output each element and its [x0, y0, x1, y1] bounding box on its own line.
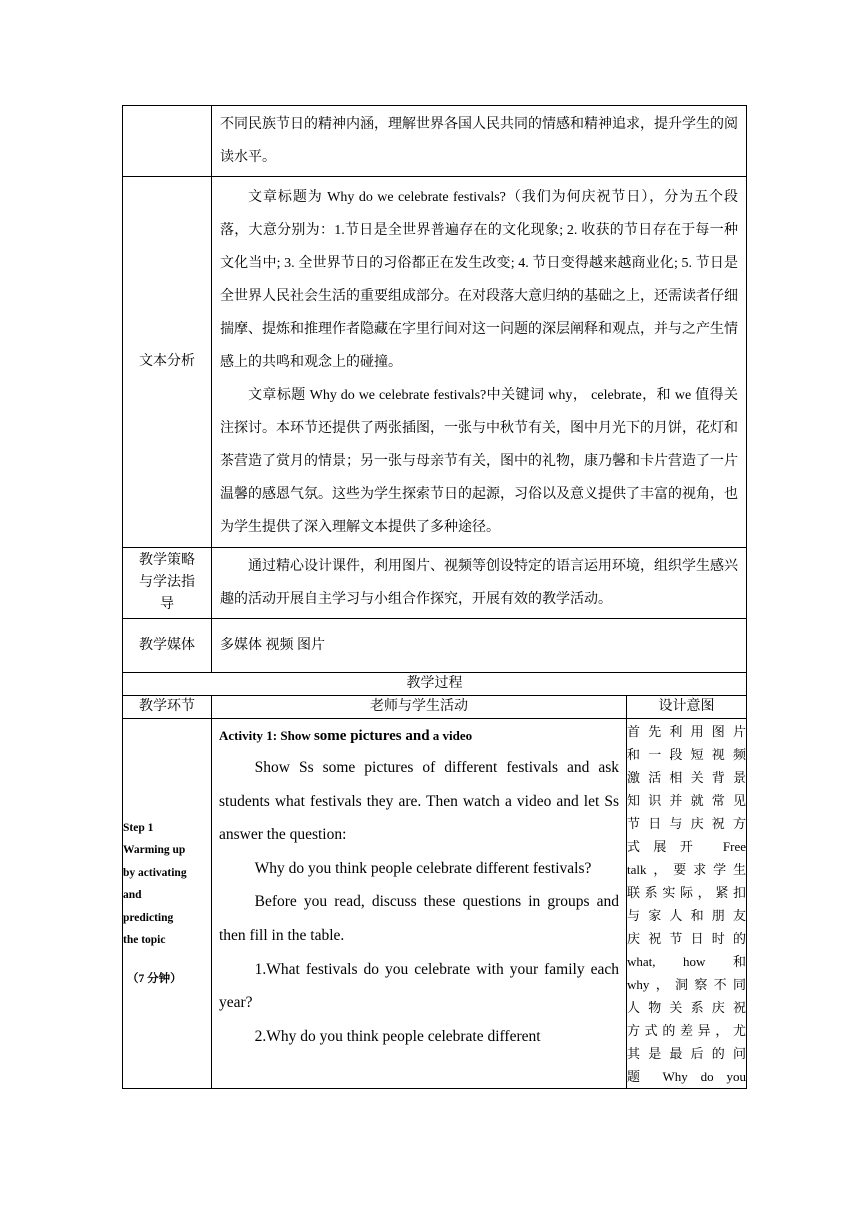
intent-line: 其是最后的问	[627, 1045, 746, 1061]
step1-line2: Warming up	[123, 844, 186, 857]
process-title-row	[123, 673, 747, 696]
media-cell	[212, 619, 747, 673]
intro-label-cell	[123, 106, 212, 177]
strategy-label-line1: 教学策略	[139, 553, 195, 568]
step1-line6: the topic	[123, 934, 166, 947]
step1-time: （7 分钟）	[127, 972, 182, 985]
activity1-title-c: a video	[429, 728, 473, 743]
text-analysis-row	[123, 177, 747, 548]
intent-line: 方式的差异，尤	[627, 1022, 746, 1038]
intent-line: 人物关系庆祝	[627, 999, 746, 1015]
process-title: 教学过程	[123, 673, 747, 696]
intent-line: 与家人和朋友	[627, 907, 746, 923]
header-step: 教学环节	[123, 696, 212, 719]
intent-line: why，洞察不同	[627, 976, 746, 992]
activity1-p4: 1.What festivals do you celebrate with your family each year?	[219, 960, 619, 1012]
media-row	[123, 619, 747, 673]
strategy-label-line2: 与学法指	[139, 575, 195, 590]
intent-line: 节日与庆祝方	[627, 815, 746, 831]
intent-line: 知识并就常见	[627, 792, 746, 808]
strategy-text: 通过精心设计课件，利用图片、视频等创设特定的语言运用环境，组织学生感兴趣的活动开展自主学习与小组合作探究，开展有效的教学活动。	[220, 559, 738, 607]
intro-row	[123, 106, 747, 177]
lesson-plan-table	[122, 105, 747, 1089]
text-analysis-cell	[212, 177, 747, 548]
activity1-p3: Before you read, discuss these questions in groups and then fill in the table.	[219, 893, 619, 944]
step1-line4: and	[123, 889, 142, 902]
step1-activity-content	[212, 719, 626, 1080]
activity1-title-b: some pictures and	[313, 728, 430, 744]
intent-line: 庆祝节日时的	[627, 930, 746, 946]
header-intent: 设计意图	[627, 696, 747, 719]
intro-text-cell	[212, 106, 747, 177]
intent-line: what, how 和	[627, 953, 746, 969]
activity1-p5: 2.Why do you think people celebrate different	[254, 1027, 541, 1045]
step1-activity-cell	[212, 719, 627, 1089]
step1-line1: Step 1	[123, 821, 154, 834]
intent-line: 题 Why do you	[627, 1068, 746, 1084]
activity1-p2: Why do you think people celebrate different festivals?	[254, 859, 592, 877]
media-text: 多媒体 视频 图片	[220, 638, 325, 653]
text-analysis-label: 文本分析	[123, 177, 212, 548]
text-analysis-para1: 文章标题为 Why do we celebrate festivals?（我们为何庆祝节日），分为五个段落，大意分别为：1.节日是全世界普遍存在的文化现象; 2. 收获的节日存在于每一种文化当中; 3. 全世界节日的习俗都正在发生改变; 4. 节日变得越来越商业化; 5. 节日是全世界人民社会生活的重要组成部分。在对段落大意归纳的基础之上，还需读者仔细揣摩、提炼和推理作者隐藏在字里行间对这一问题的深层阐释和观点，并与之产生情感上的共鸣和观念上的碰撞。	[220, 189, 738, 370]
step1-line3: by activating	[123, 866, 187, 879]
text-analysis-para2: 文章标题 Why do we celebrate festivals?中关键词 why， celebrate，和 we 值得关注探讨。本环节还提供了两张插图，一张与中秋节有关，图中月光下的月饼，花灯和茶营造了赏月的情景；另一张与母亲节有关，图中的礼物，康乃馨和卡片营造了一片温馨的感恩气氛。这些为学生探索节日的起源，习俗以及意义提供了丰富的视角，也为学生提供了深入理解文本提供了多种途径。	[220, 387, 738, 535]
strategy-row	[123, 548, 747, 619]
intent-line: 激活相关背景	[627, 769, 746, 785]
intent-line: talk，要求学生	[627, 861, 746, 877]
intent-line: 式展开 Free	[627, 838, 746, 854]
process-header-row	[123, 696, 747, 719]
intro-text: 不同民族节日的精神内涵，理解世界各国人民共同的情感和精神追求，提升学生的阅读水平。	[220, 117, 738, 165]
activity1-title	[212, 721, 626, 751]
step1-line5: predicting	[123, 911, 174, 924]
step1-row	[123, 719, 747, 1089]
intent-line: 首先利用图片	[627, 723, 746, 739]
step1-intent-cell	[627, 719, 747, 1089]
strategy-label-line3: 导	[160, 597, 174, 612]
activity1-title-a: Activity 1: Show	[219, 728, 314, 743]
activity1-p1: Show Ss some pictures of different festivals and ask students what festivals they are. Then watch a video and let Ss answer the question:	[219, 759, 619, 844]
media-label: 教学媒体	[123, 619, 212, 673]
step1-label	[123, 719, 212, 1089]
intent-line: 和一段短视频	[627, 746, 746, 762]
strategy-label	[123, 548, 212, 619]
activity1-body	[212, 751, 626, 1053]
header-activities: 老师与学生活动	[212, 696, 627, 719]
intent-line: 联系实际，紧扣	[627, 884, 746, 900]
strategy-cell	[212, 548, 747, 619]
